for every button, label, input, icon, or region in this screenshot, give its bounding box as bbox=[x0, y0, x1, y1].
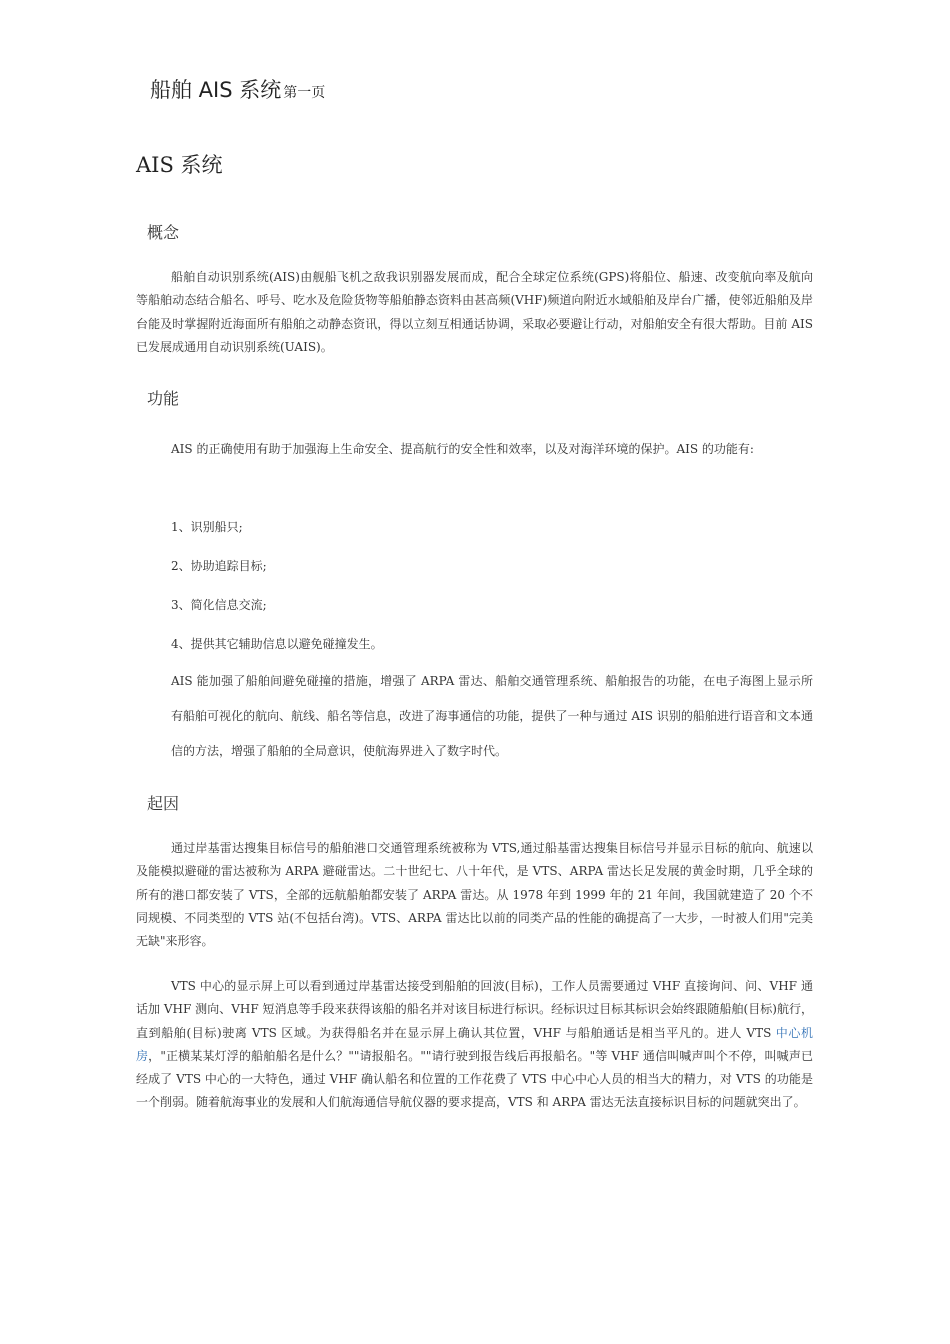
section-heading-function: 功能 bbox=[147, 389, 180, 408]
header-title: 船舶 AIS 系统 bbox=[150, 78, 282, 102]
origin-paragraph-2-text-a: VTS 中心的显示屏上可以看到通过岸基雷达接受到船舶的回波(目标)，工作人员需要通过 VHF 直接询问、问、VHF 通话加 VHF 测向、VHF 短消息等手段来获得该船的船名并对该目标进行标识。经标识过目标其标识会始终跟随船舶(目标)航行，直到船舶(目标)驶离 VTS 区域。为获得船名并在显示屏上确认其位置，VHF 与船舶通话是相当平凡的。进人 VTS bbox=[136, 979, 813, 1040]
section-heading-concept: 概念 bbox=[147, 223, 180, 242]
header-page-label: 第一页 bbox=[283, 85, 326, 101]
list-item: 1、识别船只; bbox=[171, 520, 243, 534]
function-intro: AIS 的正确使用有助于加强海上生命安全、提高航行的安全性和效率，以及对海洋环境的保护。AIS 的功能有: bbox=[171, 442, 754, 456]
origin-paragraph-2-text-b: ，"正横某某灯浮的船舶船名是什么？""请报船名。""请行驶到报告线后再报船名。"等 VHF 通信叫喊声叫个不停，叫喊声已经成了 VTS 中心的一大特色，通过 VHF 确认船名和位置的工作花费了 VTS 中心中心人员的相当大的精力，对 VTS 的功能是一个削弱。随着航海事业的发展和人们航海通信导航仪器的要求提高，VTS 和 ARPA 雷达无法直接标识目标的问题就突出了。 bbox=[136, 1048, 813, 1110]
section-heading-origin: 起因 bbox=[147, 794, 180, 813]
function-list bbox=[171, 508, 383, 664]
origin-paragraph-2 bbox=[136, 975, 813, 1115]
concept-paragraph: 船舶自动识别系统(AIS)由舰船飞机之敌我识别器发展而成，配合全球定位系统(GPS)将船位、船速、改变航向率及航向等船舶动态结合船名、呼号、吃水及危险货物等船舶静态资料由甚高频(VHF)频道向附近水域船舶及岸台广播，使邻近船舶及岸台能及时掌握附近海面所有船舶之动静态资讯，得以立刻互相通话协调，采取必要避让行动，对船舶安全有很大帮助。目前 AIS 已发展成通用自动识别系统(UAIS)。 bbox=[136, 270, 813, 354]
list-item: 4、提供其它辅助信息以避免碰撞发生。 bbox=[171, 637, 383, 651]
function-summary: AIS 能加强了船舶间避免碰撞的措施，增强了 ARPA 雷达、船舶交通管理系统、船舶报告的功能，在电子海图上显示所有船舶可视化的航向、航线、船名等信息，改进了海事通信的功能，提供了一种与通过 AIS 识别的船舶进行语音和文本通信的方法，增强了船舶的全局意识，使航海界进入了数字时代。 bbox=[171, 674, 813, 758]
list-item: 3、简化信息交流; bbox=[171, 598, 267, 612]
control-room-link[interactable]: 中心机房 bbox=[136, 1025, 813, 1063]
document-title: AIS 系统 bbox=[136, 153, 223, 177]
origin-paragraph-1: 通过岸基雷达搜集目标信号的船舶港口交通管理系统被称为 VTS,通过船基雷达搜集目标信号并显示目标的航向、航速以及能模拟避碰的雷达被称为 ARPA 避碰雷达。二十世纪七、八十年代，是 VTS、ARPA 雷达长足发展的黄金时期，几乎全球的所有的港口都安装了 VTS，全部的远航船舶都安装了 ARPA 雷达。从 1978 年到 1999 年的 21 年间，我国就建造了 20 个不同规模、不同类型的 VTS 站(不包括台湾)。VTS、ARPA 雷达比以前的同类产品的性能的确提高了一大步，一时被人们用"完美无缺"来形容。 bbox=[136, 841, 813, 949]
page-header bbox=[150, 74, 325, 104]
list-item: 2、协助追踪目标; bbox=[171, 559, 267, 573]
